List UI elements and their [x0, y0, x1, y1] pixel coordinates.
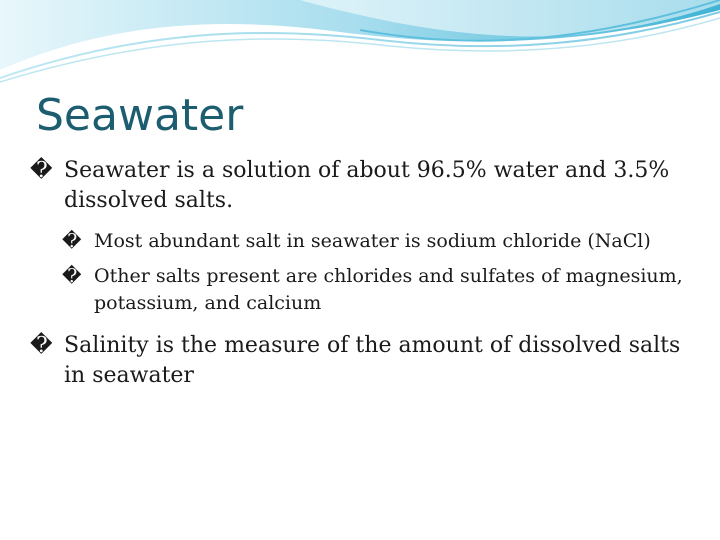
bullet-text: Seawater is a solution of about 96.5% water and 3.5% dissolved salts.: [64, 158, 670, 213]
bullet-text: Salinity is the measure of the amount of dissolved salts in seawater: [64, 333, 681, 388]
wave-header-decoration: [0, 0, 720, 90]
bullet-text: Other salts present are chlorides and sulfates of magnesium, potassium, and calcium: [94, 265, 683, 314]
bullet-marker-icon: �: [62, 265, 82, 287]
sub-bullet-item: [30, 263, 690, 317]
slide-title: Seawater: [36, 90, 244, 141]
bullet-text: Most abundant salt in seawater is sodium chloride (NaCl): [94, 230, 651, 252]
bullet-marker-icon: �: [62, 230, 82, 252]
bullet-marker-icon: �: [30, 333, 53, 358]
bullet-list: [30, 156, 690, 391]
sub-bullet-item: [30, 228, 690, 255]
bullet-item: [30, 156, 690, 216]
bullet-marker-icon: �: [30, 158, 53, 183]
bullet-item: [30, 331, 690, 391]
